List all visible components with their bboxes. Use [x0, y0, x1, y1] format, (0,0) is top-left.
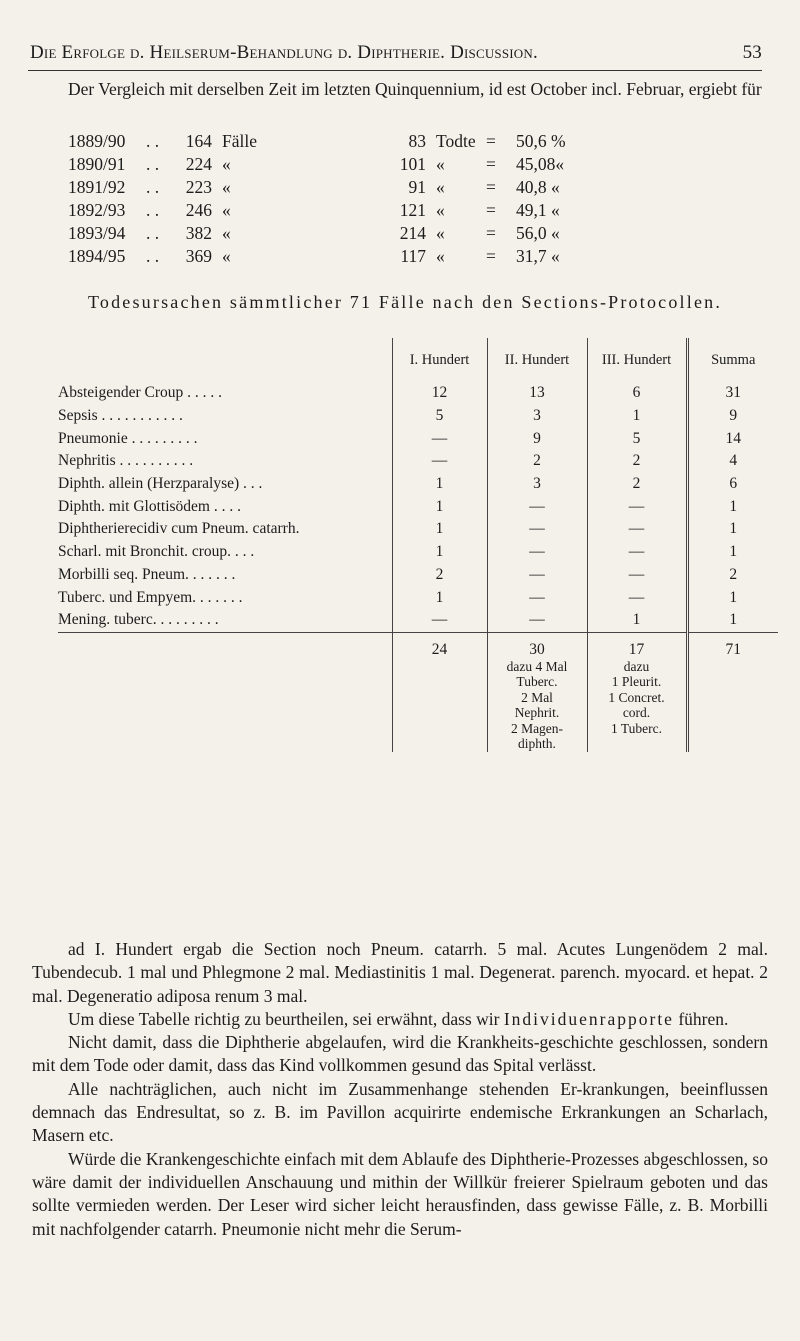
total-first-value: 24	[431, 640, 448, 658]
stats-year: 1894/95	[68, 246, 126, 266]
stats-equals: =	[486, 177, 496, 197]
stats-deaths: 214	[399, 223, 426, 243]
table-row	[58, 427, 778, 450]
total-note: 2 Magen-	[510, 720, 564, 736]
paragraph-text: führen.	[673, 1008, 729, 1029]
stats-percent: 31,7 «	[516, 246, 560, 266]
stats-cases: 164	[185, 131, 212, 151]
table-row	[58, 382, 778, 405]
cell-third: —	[587, 586, 687, 609]
stats-cases: 369	[185, 246, 212, 266]
cell-sum: 14	[687, 427, 778, 450]
header-third-hundred: III. Hundert	[587, 338, 687, 382]
stats-deaths-unit: «	[436, 200, 445, 220]
total-second	[487, 632, 587, 752]
table-row	[58, 541, 778, 564]
total-first	[392, 632, 487, 752]
header-first-hundred: I. Hundert	[392, 338, 487, 382]
section-heading: Todesursachen sämmtlicher 71 Fälle nach den Sections-Protocollen.	[87, 292, 723, 312]
cell-sum: 9	[687, 405, 778, 428]
totals-row	[58, 632, 778, 752]
stats-deaths: 91	[408, 177, 426, 197]
table-row	[58, 564, 778, 587]
cell-sum: 1	[687, 518, 778, 541]
paragraph-text: Um diese Tabelle richtig zu beurtheilen, sei erwähnt, dass wir	[68, 1008, 504, 1029]
total-sum-value: 71	[725, 640, 741, 658]
total-note: Nephrit.	[514, 705, 560, 721]
stats-leader: . .	[146, 246, 160, 266]
intro-paragraph: Der Vergleich mit derselben Zeit im letzten Quinquennium, id est October incl. Februar, ergiebt für	[68, 79, 762, 99]
cell-third: —	[587, 518, 687, 541]
cell-second: —	[487, 495, 587, 518]
cell-second: —	[487, 564, 587, 587]
cell-second: 3	[487, 405, 587, 428]
cell-sum: 6	[687, 473, 778, 496]
paragraph: ad I. Hundert ergab die Section noch Pneum. catarrh. 5 mal. Acutes Lungenödem 2 mal. Tubendecub. 1 mal und Phlegmone 2 mal. Mediastinitis 1 mal. Degenerat. parench. myocard. et hepat. 2 mal. Degeneratio adiposa renum 3 mal.	[32, 939, 768, 1006]
header-blank	[58, 338, 392, 382]
stats-deaths-unit: «	[436, 223, 445, 243]
stats-percent: 40,8 «	[516, 177, 560, 197]
stats-cases-unit: «	[222, 154, 231, 174]
stats-row	[68, 154, 768, 177]
table-header-row	[58, 338, 778, 382]
cause-label: Absteigender Croup . . . . .	[58, 384, 223, 402]
cell-second: 9	[487, 427, 587, 450]
table-row	[58, 450, 778, 473]
stats-cases-unit: «	[222, 177, 231, 197]
stats-equals: =	[486, 200, 496, 220]
total-note: Tuberc.	[516, 674, 558, 690]
cell-second: —	[487, 541, 587, 564]
header-second-hundred: II. Hundert	[487, 338, 587, 382]
stats-deaths-unit: «	[436, 177, 445, 197]
cell-second: 3	[487, 473, 587, 496]
cell-third: —	[587, 541, 687, 564]
emphasized-term: Individuenrapporte	[503, 1008, 674, 1029]
stats-row	[68, 131, 768, 154]
cell-first: —	[392, 450, 487, 473]
table-row	[58, 518, 778, 541]
stats-year: 1893/94	[68, 223, 126, 243]
stats-leader: . .	[146, 200, 160, 220]
stats-cases-unit: Fälle	[222, 131, 257, 151]
stats-leader: . .	[146, 177, 160, 197]
cause-label: Pneumonie . . . . . . . . .	[58, 429, 198, 447]
cause-label: Diphtherierecidiv cum Pneum. catarrh.	[58, 520, 300, 538]
paragraph: Nicht damit, dass die Diphtherie abgelaufen, wird die Krankheits-geschichte geschlossen, sondern mit dem Tode oder damit, dass das Kind vollkommen gesund das Spital verlässt.	[32, 1032, 768, 1076]
stats-year: 1890/91	[68, 154, 126, 174]
cause-label: Nephritis . . . . . . . . . .	[58, 452, 194, 470]
cell-first: 1	[392, 473, 487, 496]
total-note: 1 Pleurit.	[611, 674, 662, 690]
cell-sum: 4	[687, 450, 778, 473]
stats-leader: . .	[146, 154, 160, 174]
stats-cases: 223	[185, 177, 212, 197]
stats-year: 1891/92	[68, 177, 126, 197]
cell-second: —	[487, 518, 587, 541]
stats-equals: =	[486, 223, 496, 243]
cell-first: 12	[392, 382, 487, 405]
total-note: 2 Mal	[521, 689, 553, 705]
cell-first: —	[392, 609, 487, 632]
stats-deaths-unit: «	[436, 154, 445, 174]
stats-deaths: 83	[408, 131, 426, 151]
stats-deaths-unit: Todte	[436, 131, 476, 151]
stats-cases-unit: «	[222, 246, 231, 266]
cell-second: 13	[487, 382, 587, 405]
cell-third: 2	[587, 473, 687, 496]
total-note: dazu	[623, 658, 650, 674]
cell-first: 2	[392, 564, 487, 587]
stats-leader: . .	[146, 131, 160, 151]
paragraph	[32, 1008, 768, 1031]
cell-third: 5	[587, 427, 687, 450]
stats-cases: 224	[185, 154, 212, 174]
cell-second: —	[487, 586, 587, 609]
stats-percent: 49,1 «	[516, 200, 560, 220]
stats-year: 1892/93	[68, 200, 126, 220]
stats-percent: 45,08«	[516, 154, 565, 174]
cell-third: 2	[587, 450, 687, 473]
totals-blank	[58, 632, 392, 752]
stats-row	[68, 246, 768, 269]
cause-label: Tuberc. und Empyem. . . . . . .	[58, 588, 243, 606]
cell-first: 1	[392, 518, 487, 541]
cause-label: Diphth. mit Glottisödem . . . .	[58, 497, 241, 515]
total-second-value: 30	[529, 640, 545, 658]
cell-third: 1	[587, 609, 687, 632]
cell-first: 1	[392, 541, 487, 564]
stats-cases: 246	[185, 200, 212, 220]
cell-third: —	[587, 495, 687, 518]
running-head	[30, 42, 762, 64]
cause-label: Mening. tuberc. . . . . . . . .	[58, 611, 219, 629]
total-note: dazu 4 Mal	[506, 658, 568, 674]
stats-row	[68, 223, 768, 246]
stats-leader: . .	[146, 223, 160, 243]
cause-of-death-table	[58, 338, 778, 752]
mortality-comparison	[68, 131, 768, 269]
stats-cases-unit: «	[222, 200, 231, 220]
cell-sum: 1	[687, 495, 778, 518]
total-note: 1 Tuberc.	[610, 720, 662, 736]
stats-row	[68, 177, 768, 200]
stats-deaths: 121	[399, 200, 426, 220]
stats-percent: 56,0 «	[516, 223, 560, 243]
cell-first: 1	[392, 586, 487, 609]
stats-year: 1889/90	[68, 131, 126, 151]
running-title: Die Erfolge d. Heilserum-Behandlung d. Diphtherie. Discussion.	[30, 42, 538, 63]
table-row	[58, 586, 778, 609]
table-row	[58, 473, 778, 496]
cell-third: —	[587, 564, 687, 587]
cell-second: 2	[487, 450, 587, 473]
cell-sum: 1	[687, 541, 778, 564]
total-note: 1 Concret.	[608, 689, 665, 705]
total-sum	[687, 632, 778, 752]
stats-deaths: 101	[399, 154, 426, 174]
table-row	[58, 405, 778, 428]
cell-sum: 1	[687, 586, 778, 609]
stats-equals: =	[486, 246, 496, 266]
cause-of-death-table-wrap	[58, 338, 778, 752]
stats-percent: 50,6 %	[516, 131, 566, 151]
header-rule	[28, 70, 762, 71]
paragraph: Würde die Krankengeschichte einfach mit dem Ablaufe des Diphtherie-Prozesses abgeschlossen, so wäre damit der individuellen Anschauung und mithin der Willkür freierer Spielraum geboten und das sollte vermieden werden. Der Leser wird sicher leicht herausfinden, dass gewisse Fälle, z. B. Morbilli mit nachfolgender catarrh. Pneumonie nicht mehr die Serum-	[32, 1148, 768, 1239]
cell-sum: 1	[687, 609, 778, 632]
table-row	[58, 609, 778, 632]
body-text	[32, 938, 768, 1241]
stats-row	[68, 200, 768, 223]
cell-third: 6	[587, 382, 687, 405]
total-third-value: 17	[628, 640, 645, 658]
cause-label: Scharl. mit Bronchit. croup. . . .	[58, 543, 255, 561]
stats-cases-unit: «	[222, 223, 231, 243]
cell-sum: 31	[687, 382, 778, 405]
total-third	[587, 632, 687, 752]
cell-first: —	[392, 427, 487, 450]
cause-label: Diphth. allein (Herzparalyse) . . .	[58, 475, 263, 493]
cell-first: 5	[392, 405, 487, 428]
table-row	[58, 495, 778, 518]
stats-deaths: 117	[400, 246, 426, 266]
cause-label: Morbilli seq. Pneum. . . . . . .	[58, 565, 236, 583]
cell-third: 1	[587, 405, 687, 428]
cell-sum: 2	[687, 564, 778, 587]
total-note: diphth.	[518, 736, 556, 752]
cell-first: 1	[392, 495, 487, 518]
stats-equals: =	[486, 131, 496, 151]
stats-cases: 382	[185, 223, 212, 243]
stats-deaths-unit: «	[436, 246, 445, 266]
stats-equals: =	[486, 154, 496, 174]
paragraph: Alle nachträglichen, auch nicht im Zusammenhange stehenden Er-krankungen, beeinflussen demnach das Endresultat, so z. B. im Pavillon acquirirte endemische Erkrankungen an Scharlach, Masern etc.	[32, 1078, 768, 1146]
page-number: 53	[742, 42, 762, 63]
total-note: cord.	[622, 705, 651, 721]
cell-second: —	[487, 609, 587, 632]
cause-label: Sepsis . . . . . . . . . . .	[58, 407, 183, 425]
header-total: Summa	[687, 338, 778, 382]
